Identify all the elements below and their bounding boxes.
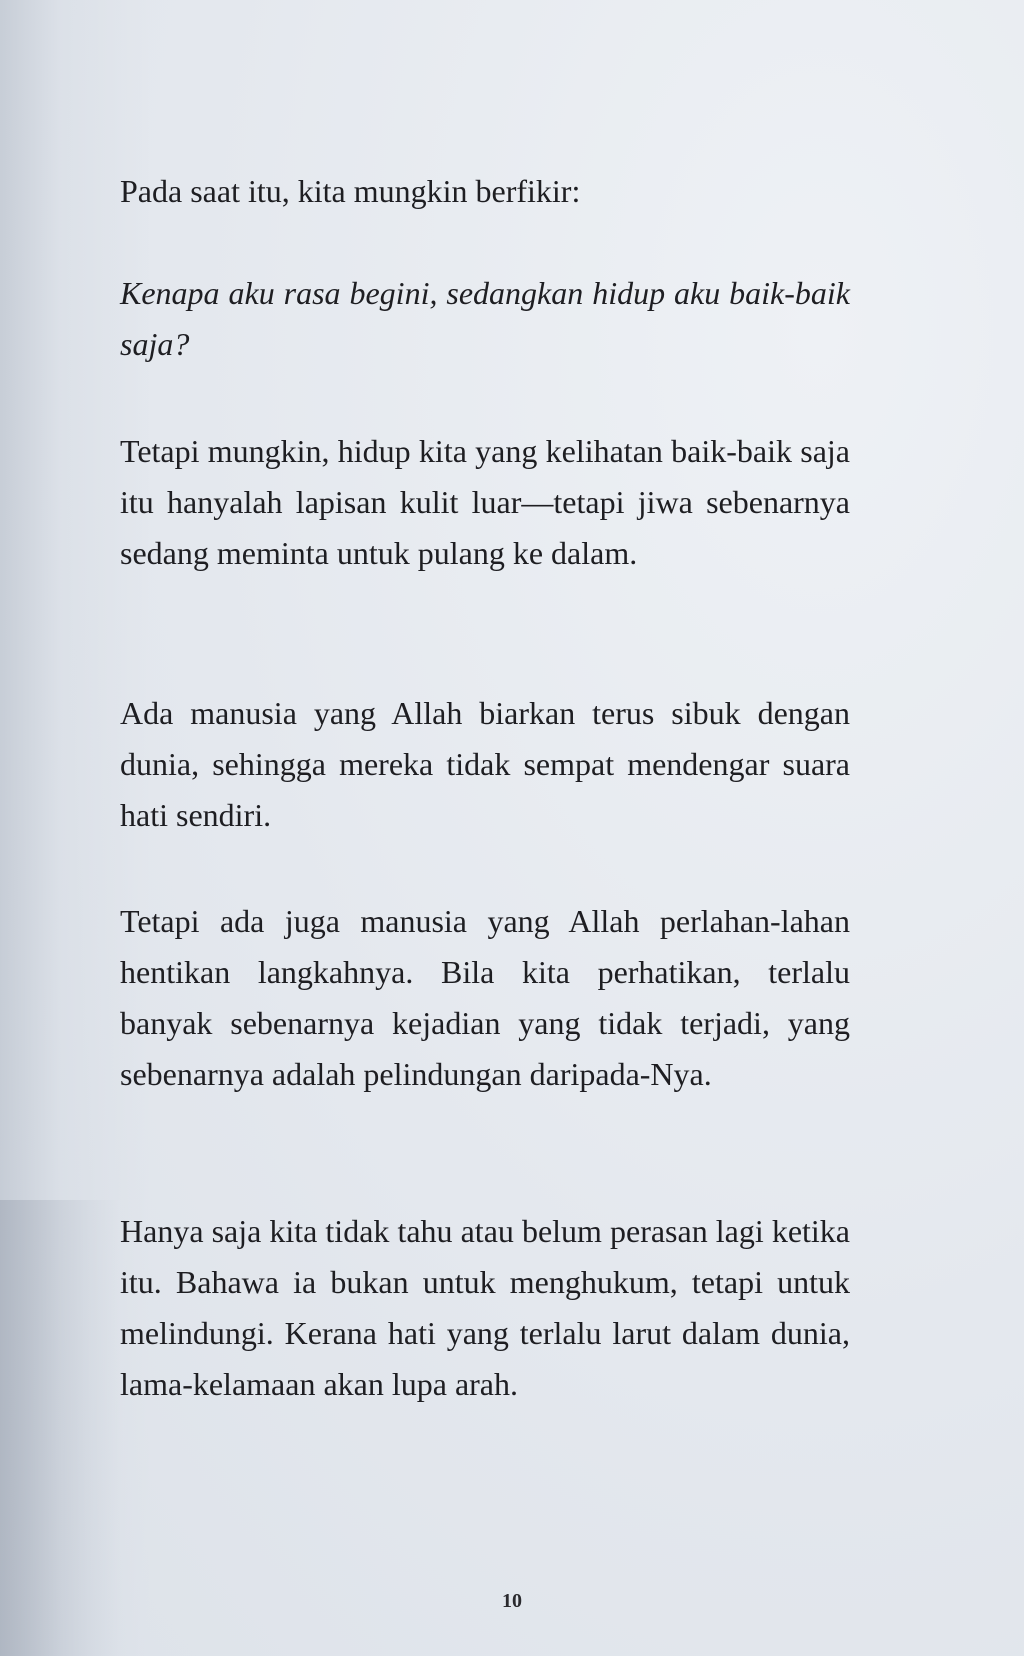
page-number: 10 <box>502 1590 522 1612</box>
paragraph-italic-question: Kenapa aku rasa begini, sedangkan hidup aku baik-baik saja? <box>120 275 850 362</box>
page-gutter-shadow <box>0 1200 120 1656</box>
paragraph-protection: Tetapi ada juga manusia yang Allah perlahan-lahan hentikan langkahnya. Bila kita perhatikan, terlalu banyak sebenarnya kejadian yang tidak terjadi, yang sebenarnya adalah pelindungan daripada-Nya. <box>120 903 850 1092</box>
paragraph-not-punishment: Hanya saja kita tidak tahu atau belum perasan lagi ketika itu. Bahawa ia bukan untuk menghukum, tetapi untuk melindungi. Kerana hati yang terlalu larut dalam dunia, lama-kelamaan akan lupa arah. <box>120 1213 850 1402</box>
paragraph-busy-with-world: Ada manusia yang Allah biarkan terus sibuk dengan dunia, sehingga mereka tidak sempat mendengar suara hati sendiri. <box>120 695 850 833</box>
paragraph-intro: Pada saat itu, kita mungkin berfikir: <box>120 173 581 209</box>
paragraph-outer-layer: Tetapi mungkin, hidup kita yang kelihatan baik-baik saja itu hanyalah lapisan kulit luar—tetapi jiwa sebenarnya sedang meminta untuk pulang ke dalam. <box>120 433 850 571</box>
